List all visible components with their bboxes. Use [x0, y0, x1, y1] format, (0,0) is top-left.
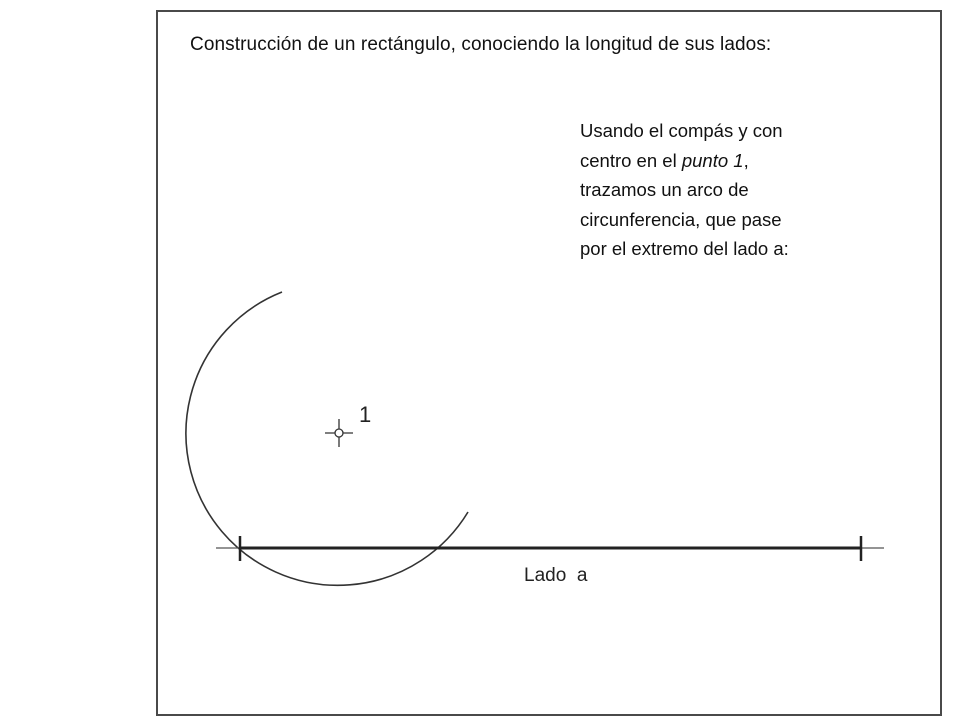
instruction-line: por el extremo del lado a: [580, 238, 789, 259]
instruction-line: circunferencia, que pase [580, 208, 782, 230]
page-title: Construcción de un rectángulo, conociendo la longitud de sus lados: [190, 34, 772, 55]
center-point-marker [325, 419, 353, 447]
point-label: 1 [359, 402, 372, 427]
side-a-label: Lado a [524, 565, 588, 586]
instruction-text-pre: centro en el [580, 149, 682, 171]
instruction-text-post: , [743, 149, 749, 171]
compass-arc [186, 292, 468, 585]
instruction-line: Usando el compás y con [580, 120, 783, 141]
instruction-line: trazamos un arco de [580, 179, 749, 200]
instruction-italic-term: punto 1 [681, 149, 744, 171]
